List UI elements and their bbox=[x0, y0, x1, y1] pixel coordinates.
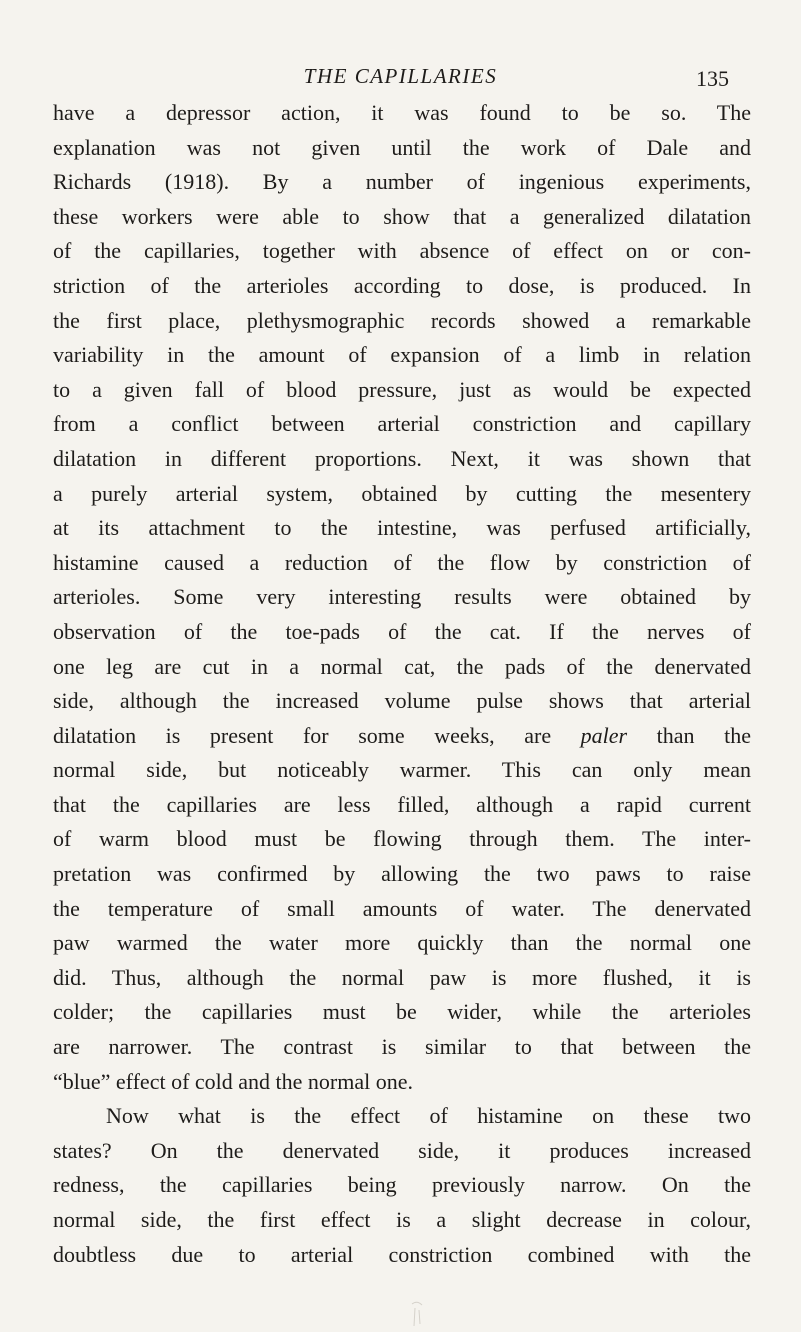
text-line: arterioles. Some very interesting results were obtained by bbox=[53, 584, 751, 610]
text-line: side, although the increased volume pulse shows that arterial bbox=[53, 688, 751, 714]
text-line: striction of the arterioles according to dose, is produced. In bbox=[53, 272, 751, 298]
text-line: normal side, but noticeably warmer. This can only mean bbox=[53, 757, 751, 783]
paper-blemish bbox=[410, 1300, 424, 1328]
text-line: these workers were able to show that a generalized dilatation bbox=[53, 203, 751, 229]
text-line: a purely arterial system, obtained by cutting the mesentery bbox=[53, 480, 751, 506]
text-line: from a conflict between arterial constriction and capillary bbox=[53, 411, 751, 437]
page-number: 135 bbox=[696, 66, 729, 91]
text-line: have a depressor action, it was found to be so. The bbox=[53, 100, 751, 125]
text-line: colder; the capillaries must be wider, while the arterioles bbox=[53, 999, 751, 1025]
text-line: one leg are cut in a normal cat, the pads of the denervated bbox=[53, 653, 751, 679]
text-line: variability in the amount of expansion of a limb in relation bbox=[53, 342, 751, 368]
text-line: of warm blood must be flowing through them. The inter- bbox=[53, 826, 751, 852]
emphasized-word: paler bbox=[580, 722, 628, 748]
text-line: the first place, plethysmographic records showed a remarkable bbox=[53, 307, 751, 333]
text-line: of the capillaries, together with absence of effect on or con- bbox=[53, 238, 751, 264]
text-line: normal side, the first effect is a slight decrease in colour, bbox=[53, 1207, 751, 1232]
body-text bbox=[53, 96, 751, 1272]
text-segment: dilatation is present for some weeks, are bbox=[53, 722, 552, 748]
text-line: that the capillaries are less filled, although a rapid current bbox=[53, 791, 751, 817]
text-line-with-emphasis bbox=[53, 719, 751, 754]
text-line: the temperature of small amounts of water. The denervated bbox=[53, 895, 751, 921]
text-line: at its attachment to the intestine, was perfused artificially, bbox=[53, 515, 751, 541]
text-line: observation of the toe-pads of the cat. If the nerves of bbox=[53, 618, 751, 644]
text-segment: than the bbox=[656, 722, 751, 748]
text-line: did. Thus, although the normal paw is more flushed, it is bbox=[53, 964, 751, 990]
text-line: explanation was not given until the work of Dale and bbox=[53, 134, 751, 160]
text-line: dilatation in different proportions. Next, it was shown that bbox=[53, 445, 751, 471]
text-line: histamine caused a reduction of the flow by constriction of bbox=[53, 549, 751, 575]
paragraph-start-line: Now what is the effect of histamine on these two bbox=[106, 1103, 751, 1129]
text-line: doubtless due to arterial constriction combined with the bbox=[53, 1241, 751, 1267]
running-title: THE CAPILLARIES bbox=[303, 64, 498, 88]
text-line: states? On the denervated side, it produces increased bbox=[53, 1137, 751, 1163]
running-head bbox=[0, 64, 801, 94]
text-line: pretation was confirmed by allowing the two paws to raise bbox=[53, 861, 751, 887]
text-line: Richards (1918). By a number of ingenious experiments, bbox=[53, 169, 751, 195]
text-line: are narrower. The contrast is similar to that between the bbox=[53, 1034, 751, 1060]
paragraph-end-line: “blue” effect of cold and the normal one. bbox=[53, 1068, 413, 1094]
text-line: paw warmed the water more quickly than the normal one bbox=[53, 930, 751, 956]
text-line: to a given fall of blood pressure, just as would be expected bbox=[53, 376, 751, 402]
text-line: redness, the capillaries being previously narrow. On the bbox=[53, 1172, 751, 1198]
